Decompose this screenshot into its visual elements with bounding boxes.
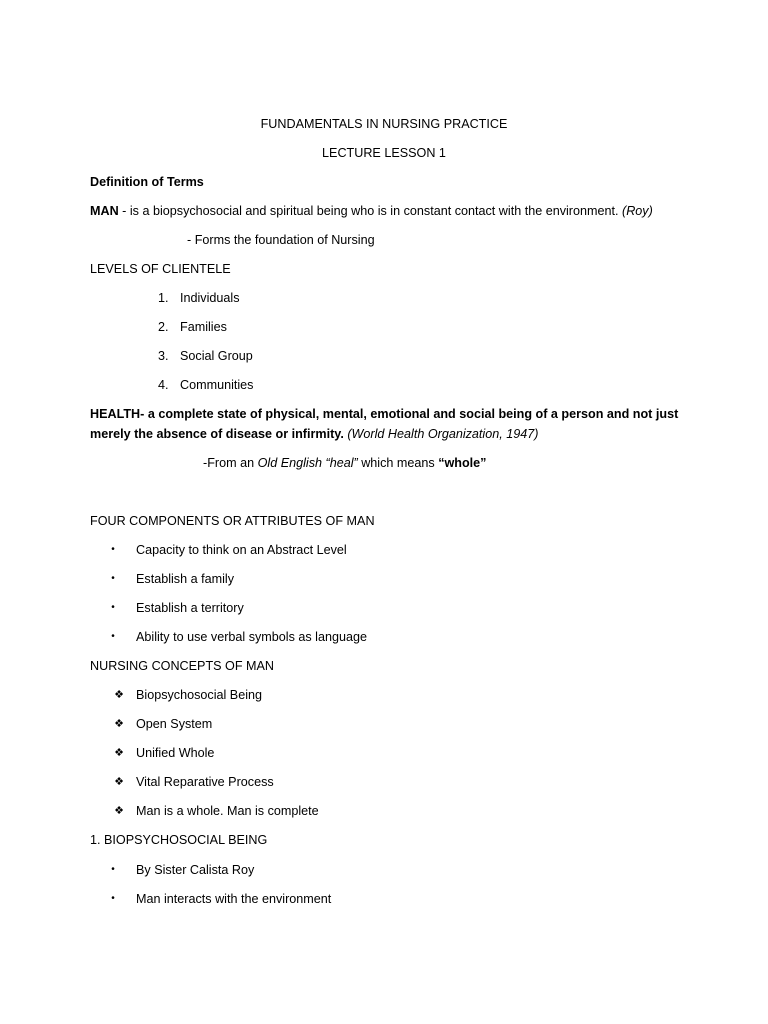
level-label: Families bbox=[180, 320, 227, 334]
diamond-bullet-icon: ❖ bbox=[114, 775, 124, 788]
health-etymology bbox=[203, 455, 486, 471]
list-number: 1. bbox=[158, 291, 169, 305]
diamond-bullet-icon: ❖ bbox=[114, 688, 124, 701]
bullet-icon: • bbox=[111, 573, 115, 584]
man-text: - is a biopsychosocial and spiritual being who is in constant contact with the environment. bbox=[118, 204, 623, 218]
bullet-icon: • bbox=[111, 544, 115, 555]
list-item-text: Unified Whole bbox=[136, 746, 215, 760]
bullet-icon: • bbox=[111, 893, 115, 904]
etymology-origin: Old English “heal” bbox=[257, 456, 358, 470]
diamond-bullet-icon: ❖ bbox=[114, 746, 124, 759]
list-number: 3. bbox=[158, 349, 169, 363]
levels-heading: LEVELS OF CLIENTELE bbox=[90, 262, 231, 276]
list-item-text: Man interacts with the environment bbox=[136, 892, 332, 906]
list-item-text: Establish a family bbox=[136, 572, 234, 586]
man-definition bbox=[90, 203, 653, 219]
bullet-icon: • bbox=[111, 631, 115, 642]
list-item bbox=[158, 348, 169, 364]
list-item bbox=[158, 377, 169, 393]
bullet-icon: • bbox=[111, 864, 115, 875]
list-item-text: Man is a whole. Man is complete bbox=[136, 804, 319, 818]
etymology-prefix: -From an bbox=[203, 456, 258, 470]
document-title: FUNDAMENTALS IN NURSING PRACTICE bbox=[260, 117, 508, 131]
level-label: Social Group bbox=[180, 349, 253, 363]
list-item-text: Establish a territory bbox=[136, 601, 244, 615]
man-note: - Forms the foundation of Nursing bbox=[187, 233, 375, 247]
concepts-heading: NURSING CONCEPTS OF MAN bbox=[90, 659, 275, 673]
list-item-text: By Sister Calista Roy bbox=[136, 863, 255, 877]
list-item bbox=[158, 290, 169, 306]
list-item-text: Biopsychosocial Being bbox=[136, 688, 263, 702]
man-source: (Roy) bbox=[622, 204, 653, 218]
health-text: merely the absence of disease or infirmity. bbox=[90, 427, 348, 441]
list-item-text: Ability to use verbal symbols as language bbox=[136, 630, 368, 644]
biopsychosocial-heading: 1. BIOPSYCHOSOCIAL BEING bbox=[90, 833, 268, 847]
list-item-text: Capacity to think on an Abstract Level bbox=[136, 543, 347, 557]
components-heading: FOUR COMPONENTS OR ATTRIBUTES OF MAN bbox=[90, 514, 375, 528]
list-item-text: Open System bbox=[136, 717, 213, 731]
level-label: Communities bbox=[180, 378, 254, 392]
diamond-bullet-icon: ❖ bbox=[114, 804, 124, 817]
bullet-icon: • bbox=[111, 602, 115, 613]
etymology-mid: which means bbox=[357, 456, 439, 470]
list-item-text: Vital Reparative Process bbox=[136, 775, 274, 789]
diamond-bullet-icon: ❖ bbox=[114, 717, 124, 730]
health-source: (World Health Organization, 1947) bbox=[347, 427, 539, 441]
list-item bbox=[158, 319, 169, 335]
man-label: MAN bbox=[90, 204, 119, 218]
list-number: 4. bbox=[158, 378, 169, 392]
health-definition-line2 bbox=[90, 426, 538, 442]
definition-heading: Definition of Terms bbox=[90, 175, 204, 189]
document-subtitle: LECTURE LESSON 1 bbox=[322, 146, 446, 160]
list-number: 2. bbox=[158, 320, 169, 334]
level-label: Individuals bbox=[180, 291, 240, 305]
health-definition-line1: HEALTH- a complete state of physical, mental, emotional and social being of a person and not just bbox=[90, 407, 679, 421]
etymology-word: “whole” bbox=[438, 456, 487, 470]
